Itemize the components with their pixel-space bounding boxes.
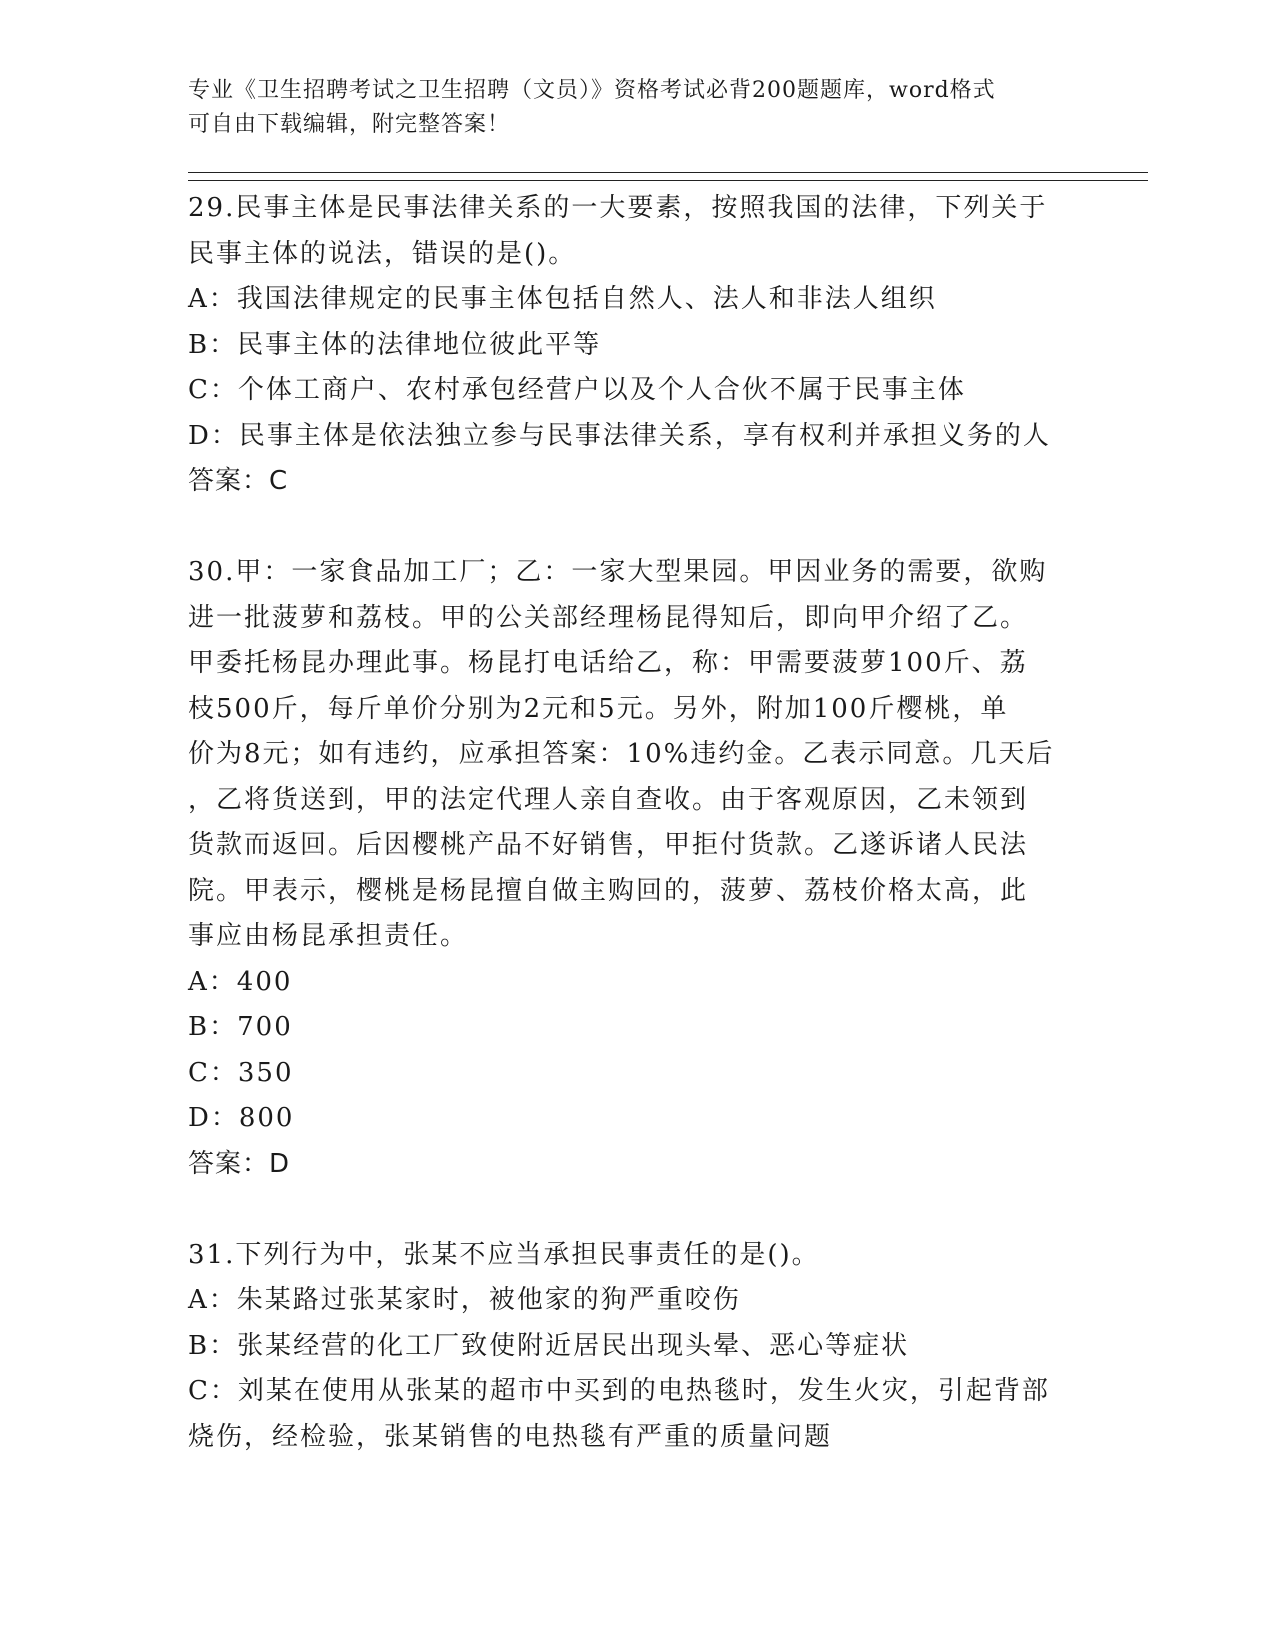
option-d: D：800	[188, 1103, 295, 1133]
option-c: C：刘某在使用从张某的超市中买到的电热毯时，发生火灾，引起背部	[188, 1376, 1050, 1406]
answer-label: 答案：C	[188, 466, 289, 496]
option-d: D：民事主体是依法独立参与民事法律关系，享有权利并承担义务的人	[188, 420, 1051, 451]
question-29	[188, 186, 1068, 505]
option-b: B：张某经营的化工厂致使附近居民出现头晕、恶心等症状	[188, 1330, 910, 1361]
header-line-2: 可自由下载编辑，附完整答案！	[188, 112, 511, 137]
question-31	[188, 1233, 1068, 1461]
option-a: A：我国法律规定的民事主体包括自然人、法人和非法人组织	[188, 284, 937, 314]
question-stem-line: 枝500斤，每斤单价分别为2元和5元。另外，附加100斤樱桃，单	[188, 693, 1009, 724]
header-line-1: 专业《卫生招聘考试之卫生招聘（文员）》资格考试必背200题题库，word格式	[188, 78, 996, 103]
question-stem-line: 进一批菠萝和荔枝。甲的公关部经理杨昆得知后，即向甲介绍了乙。	[188, 602, 1029, 633]
question-stem-line: 价为8元；如有违约，应承担答案：10%违约金。乙表示同意。几天后	[188, 739, 1055, 769]
question-stem-line: 院。甲表示，樱桃是杨昆擅自做主购回的，菠萝、荔枝价格太高，此	[188, 875, 1029, 906]
question-stem-line: 30.甲：一家食品加工厂；乙：一家大型果园。甲因业务的需要，欲购	[188, 557, 1048, 587]
question-stem-line: 甲委托杨昆办理此事。杨昆打电话给乙，称：甲需要菠萝100斤、荔	[188, 648, 1028, 678]
option-b: B：700	[188, 1012, 293, 1042]
option-c: C：个体工商户、农村承包经营户以及个人合伙不属于民事主体	[188, 375, 966, 405]
answer-label: 答案：D	[188, 1148, 291, 1179]
document-header	[188, 74, 1068, 142]
question-stem-line: ，乙将货送到，甲的法定代理人亲自查收。由于客观原因，乙未领到	[188, 784, 1029, 815]
option-c: C：350	[188, 1057, 294, 1088]
question-stem-line: 事应由杨昆承担责任。	[188, 921, 469, 951]
header-divider-bottom	[188, 180, 1148, 181]
option-b: B：民事主体的法律地位彼此平等	[188, 329, 602, 360]
question-30	[188, 550, 1068, 1187]
question-stem-line: 29.民事主体是民事法律关系的一大要素，按照我国的法律，下列关于	[188, 193, 1048, 223]
question-stem-line: 31.下列行为中，张某不应当承担民事责任的是()。	[188, 1239, 820, 1270]
option-a: A：朱某路过张某家时，被他家的狗严重咬伤	[188, 1285, 741, 1315]
spacer	[188, 1187, 1068, 1233]
question-stem-line: 货款而返回。后因樱桃产品不好销售，甲拒付货款。乙遂诉诸人民法	[188, 830, 1029, 860]
option-a: A：400	[188, 966, 293, 997]
question-stem-line: 民事主体的说法，错误的是()。	[188, 238, 577, 269]
header-divider-top	[188, 172, 1148, 173]
spacer	[188, 505, 1068, 551]
question-list	[188, 186, 1068, 1460]
option-c-continued: 烧伤，经检验，张某销售的电热毯有严重的质量问题	[188, 1421, 833, 1452]
